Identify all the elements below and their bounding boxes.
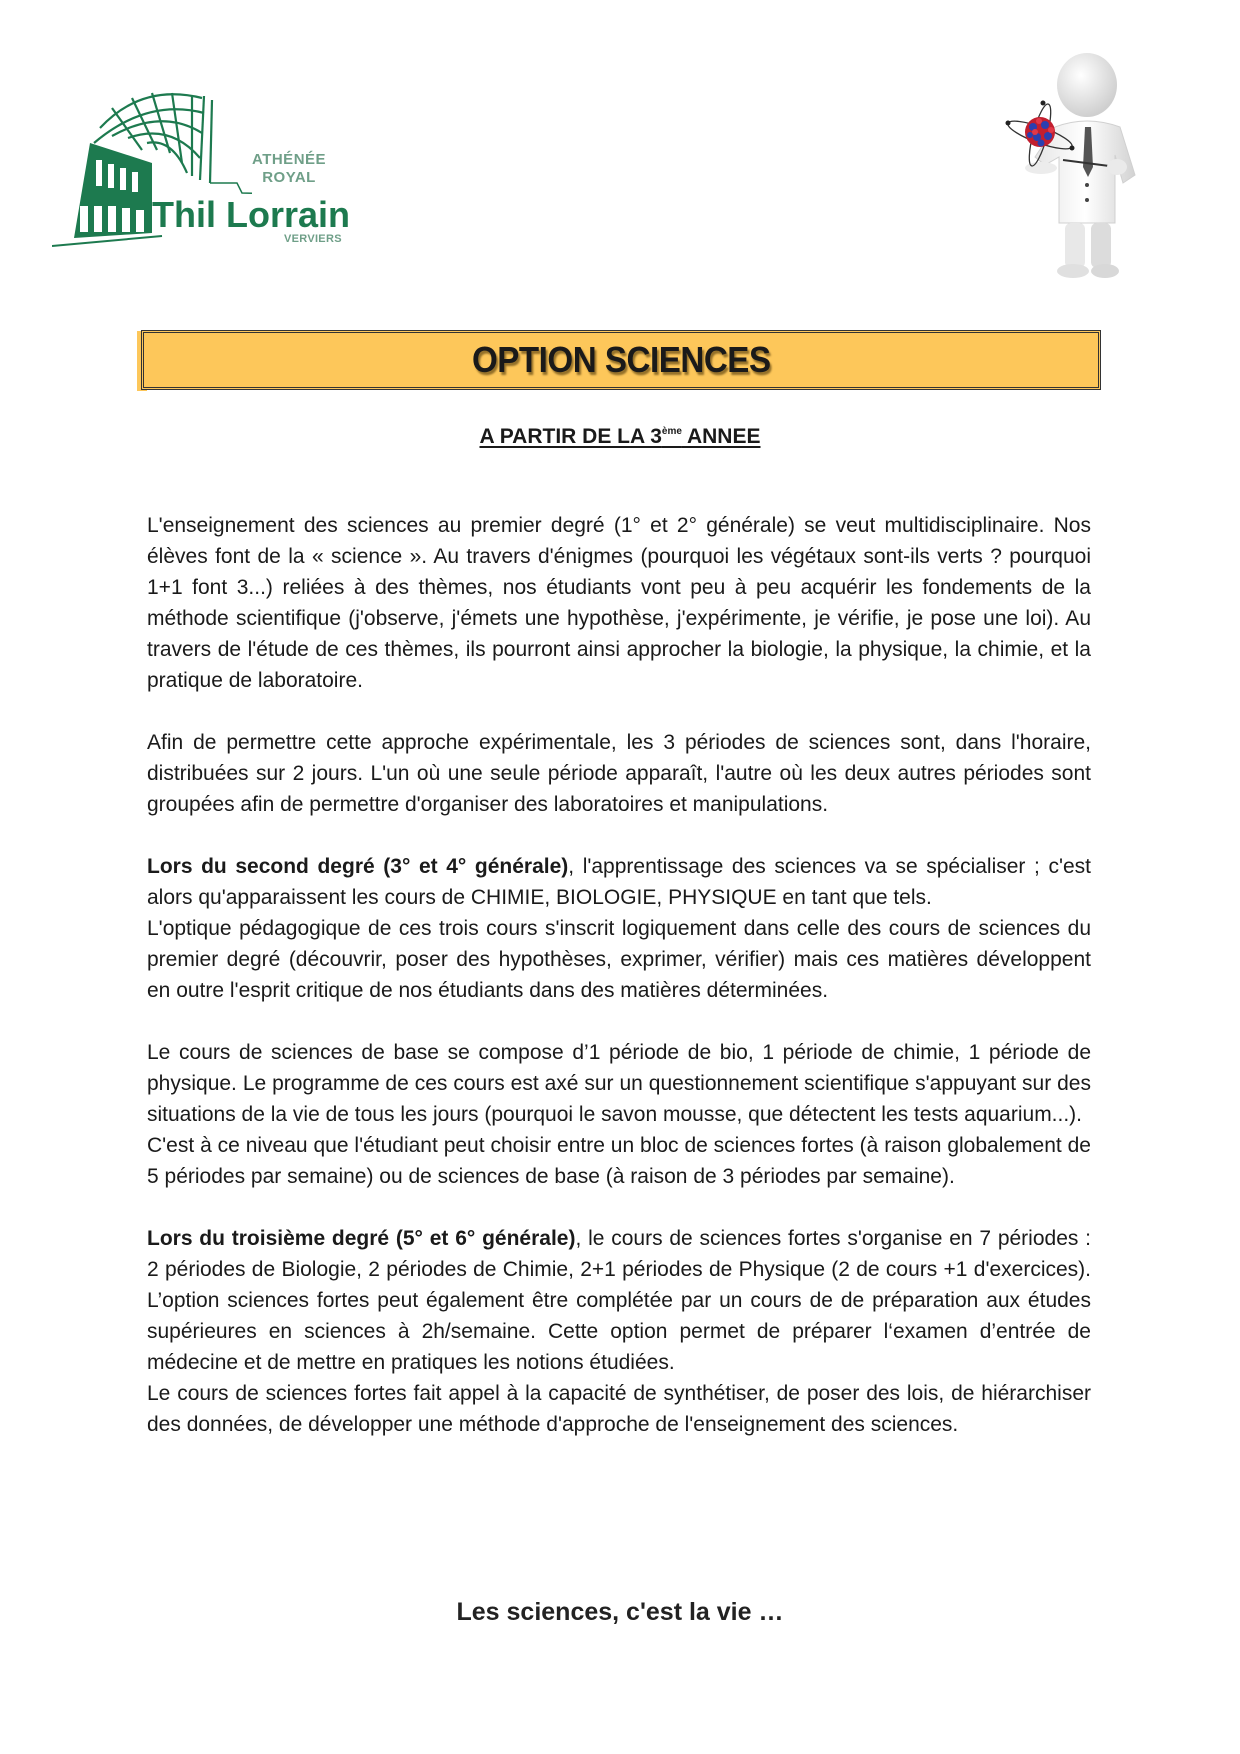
paragraph-troisieme-degre-text: , le cours de sciences fortes s'organise en 7 périodes : 2 périodes de Biologie, 2 périodes de Chimie, 2+1 périodes de Physique (2 de cours +1 d'exercices). L’option sciences fortes peut également être complétée par un cours de de préparation aux études supérieures en sciences à 2h/semaine. Cette option permet de préparer l‘examen d’entrée de médecine et de mettre en pratiques les notions étudiées.: [147, 1227, 1091, 1374]
document-body: [147, 510, 1091, 1471]
subtitle-prefix: A PARTIR DE LA 3: [479, 425, 662, 448]
logo-line1: ATHÉNÉE: [251, 151, 327, 168]
logo-athenee-royal: [244, 151, 334, 187]
logo-city: VERVIERS: [284, 233, 342, 245]
logo-school-name: Thil Lorrain: [152, 194, 350, 235]
paragraph-optique-pedagogique: L'optique pédagogique de ces trois cours s'inscrit logiquement dans celle des cours de sciences du premier degré (découvrir, poser des hypothèses, exprimer, vérifier) mais ces matières développent en outre l'esprit critique de nos étudiants dans des matières déterminées.: [147, 917, 1091, 1002]
heading-troisieme-degre: Lors du troisième degré (5° et 6° générale): [147, 1227, 576, 1250]
page-title: OPTION SCIENCES: [471, 339, 771, 380]
paragraph-sciences-fortes: Le cours de sciences fortes fait appel à la capacité de synthétiser, de poser des lois, de hiérarchiser des données, de développer une méthode d'approche de l'enseignement des sciences.: [147, 1382, 1091, 1436]
paragraph-sciences-de-base: Le cours de sciences de base se compose d’1 période de bio, 1 période de chimie, 1 période de physique. Le programme de ces cours est axé sur un questionnement scientifique s'appuyant sur des situations de la vie de tous les jours (pourquoi le savon mousse, que détectent les tests aquarium...).: [147, 1041, 1091, 1126]
subtitle-text: [480, 425, 761, 448]
subtitle-suffix: ANNEE: [681, 425, 761, 448]
paragraph-second-degre: [147, 851, 1091, 913]
school-logo: [52, 88, 352, 248]
subtitle: [0, 425, 1240, 449]
heading-second-degre: Lors du second degré (3° et 4° générale): [147, 855, 569, 878]
scientist-illustration: [975, 45, 1175, 285]
scientist-with-atom-icon: [975, 45, 1175, 285]
paragraph-second-degre-text: , l'apprentissage des sciences va se spécialiser ; c'est alors qu'apparaissent les cours de CHIMIE, BIOLOGIE, PHYSIQUE en tant que tels.: [147, 855, 1091, 909]
paragraph-approche-experimentale: Afin de permettre cette approche expérimentale, les 3 périodes de sciences sont, dans l'horaire, distribuées sur 2 jours. L'un où une seule période apparaît, l'autre où les deux autres périodes sont groupées afin de permettre d'organiser des laboratoires et manipulations.: [147, 731, 1091, 816]
paragraph-choix-bloc: C'est à ce niveau que l'étudiant peut choisir entre un bloc de sciences fortes (à raison globalement de 5 périodes par semaine) ou de sciences de base (à raison de 3 périodes par semaine).: [147, 1134, 1091, 1188]
paragraph-troisieme-degre: [147, 1223, 1091, 1378]
footer-motto: Les sciences, c'est la vie …: [456, 1598, 784, 1626]
paragraph-premier-degre: L'enseignement des sciences au premier degré (1° et 2° générale) se veut multidisciplinaire. Nos élèves font de la « science ». Au travers d'énigmes (pourquoi les végétaux sont-ils verts ? pourquoi 1+1 font 3...) reliées à des thèmes, nos étudiants vont peu à peu acquérir les fondements de la méthode scientifique (j'observe, j'émets une hypothèse, j'expérimente, je vérifie, je pose une loi). Au travers de l'étude de ces thèmes, ils pourront ainsi approcher la biologie, la physique, la chimie, et la pratique de laboratoire.: [147, 514, 1091, 692]
subtitle-superscript: ème: [661, 426, 682, 437]
logo-line2: ROYAL: [262, 169, 316, 186]
title-banner: [141, 330, 1101, 390]
